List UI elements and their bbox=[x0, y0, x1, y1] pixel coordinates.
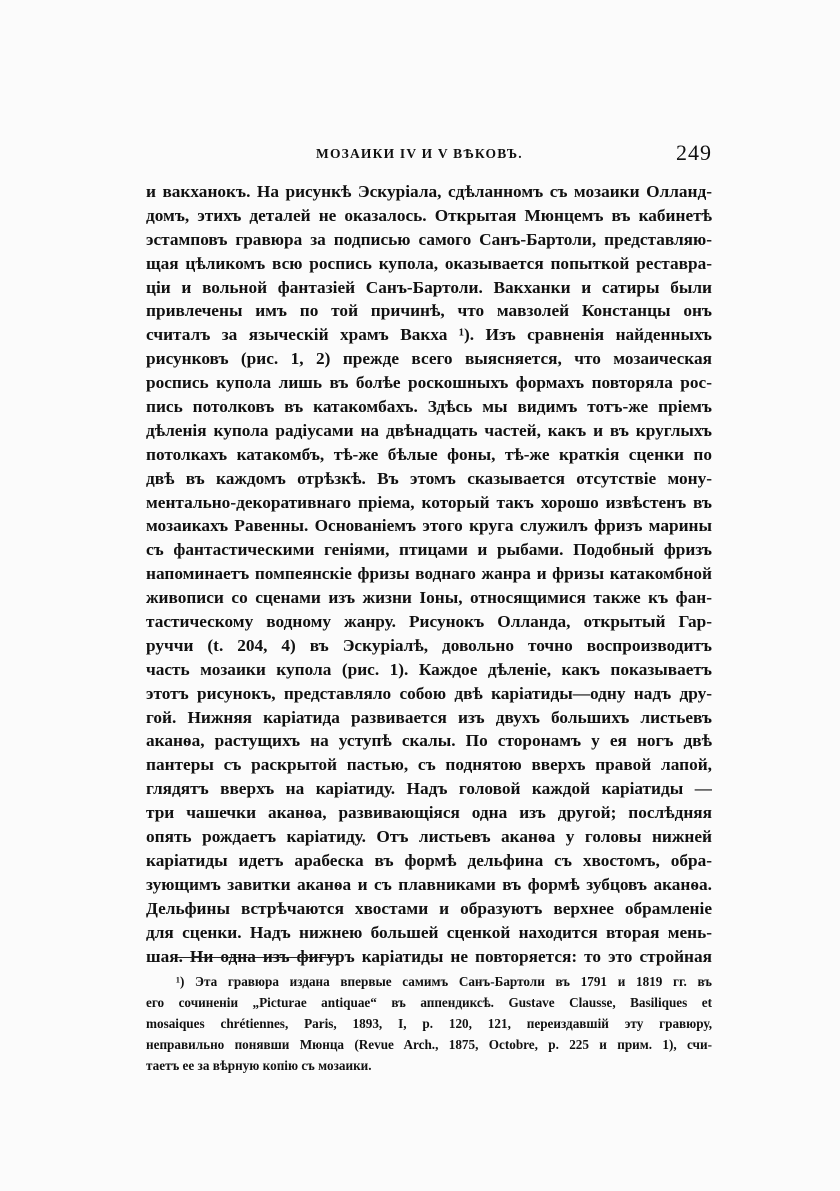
text-line: Дельфины встрѣчаются хвостами и образуютъ верхнее обрамленіе bbox=[146, 898, 712, 918]
text-line: три чашечки аканѳа, развивающіяся одна изъ другой; послѣдняя bbox=[146, 803, 712, 823]
text-line: гой. Нижняя каріатида развивается изъ двухъ большихъ листьевъ bbox=[146, 707, 712, 727]
page-number: 249 bbox=[676, 140, 712, 165]
text-line: и вакханокъ. На рисункѣ Эскуріала, сдѣланномъ съ мозаики Олланд- bbox=[146, 182, 712, 201]
text-line: часть мозаики купола (рис. 1). Каждое дѣленіе, какъ показываетъ bbox=[146, 659, 712, 679]
text-line: ментально-декоративнаго пріема, который такъ хорошо извѣстенъ въ bbox=[146, 492, 712, 512]
text-line: аканѳа, растущихъ на уступѣ скалы. По сторонамъ у ея ногъ двѣ bbox=[146, 731, 712, 751]
text-line: эстамповъ гравюра за подписью самого Санъ-Бартоли, представляю- bbox=[146, 229, 712, 249]
text-line: двѣ въ каждомъ отрѣзкѣ. Въ этомъ сказывается отсутствіе мону- bbox=[146, 468, 712, 488]
text-line: дѣленія купола радіусами на двѣнадцать частей, какъ и въ круглыхъ bbox=[146, 420, 712, 440]
text-line: руччи (t. 204, 4) въ Эскуріалѣ, довольно точно воспроизводитъ bbox=[146, 635, 712, 655]
text-line: для сценки. Надъ нижнею большей сценкой находится вторая мень- bbox=[146, 922, 712, 942]
text-line: живописи со сценами изъ жизни Іоны, относящимися также къ фан- bbox=[146, 588, 712, 608]
footnotes bbox=[146, 971, 712, 1076]
text-line: опять рождаетъ каріатиду. Отъ листьевъ аканѳа у головы нижней bbox=[146, 827, 712, 847]
text-line: пись потолковъ въ катакомбахъ. Здѣсь мы видимъ тотъ-же пріемъ bbox=[146, 397, 712, 417]
footnote-line: неправильно понявши Мюнца (Revue Arch., 1875, Octobre, p. 225 и прим. 1), счи- bbox=[146, 1037, 712, 1052]
text-line: домъ, этихъ деталей не оказалось. Открытая Мюнцемъ въ кабинетѣ bbox=[146, 205, 712, 225]
text-line: привлечены имъ по той причинѣ, что мавзолей Констанцы онъ bbox=[146, 301, 712, 321]
footnote-line: таетъ ее за вѣрную копію съ мозаики. bbox=[146, 1058, 372, 1073]
footnote-line: ¹) Эта гравюра издана впервые самимъ Санъ-Бартоли въ 1791 и 1819 гг. въ bbox=[176, 974, 712, 989]
running-title: МОЗАИКИ IV И V ВѢКОВЪ. bbox=[316, 146, 523, 161]
text-line: каріатиды идетъ арабеска въ формѣ дельфина съ хвостомъ, обра- bbox=[146, 850, 712, 870]
text-line: щая цѣликомъ всю роспись купола, оказывается попыткой реставра- bbox=[146, 253, 712, 273]
text-line: напоминаетъ помпеянскіе фризы воднаго жанра и фризы катакомбной bbox=[146, 564, 712, 584]
footnote-line: его сочиненіи „Picturae antiquae“ въ аппендиксѣ. Gustave Clausse, Basiliques et bbox=[146, 995, 712, 1010]
page-header bbox=[146, 142, 712, 170]
text-line: зующимъ завитки аканѳа и съ плавниками въ формѣ зубцовъ аканѳа. bbox=[146, 874, 712, 894]
text-line: ціи и вольной фантазіей Санъ-Бартоли. Вакханки и сатиры были bbox=[146, 277, 712, 297]
text-line: тастическому водному жанру. Рисунокъ Олланда, открытый Гар- bbox=[146, 612, 712, 632]
main-text bbox=[146, 180, 712, 968]
text-line: шая. Ни одна изъ фигуръ каріатиды не повторяется: то это стройная bbox=[146, 946, 712, 966]
text-line: роспись купола лишь въ болѣе роскошныхъ формахъ повторяла рос- bbox=[146, 373, 712, 393]
text-line: рисунковъ (рис. 1, 2) прежде всего выясняется, что мозаическая bbox=[146, 349, 712, 369]
text-line: этотъ рисунокъ, представляло собою двѣ каріатиды—одну надъ дру- bbox=[146, 683, 712, 703]
footnote-divider bbox=[176, 957, 336, 958]
text-line: глядятъ вверхъ на каріатиду. Надъ головой каждой каріатиды — bbox=[146, 779, 712, 799]
footnote-line: mosaiques chrétiennes, Paris, 1893, I, p. 120, 121, переиздавшій эту гравюру, bbox=[146, 1016, 712, 1031]
text-line: пантеры съ раскрытой пастью, съ поднятою вверхъ правой лапой, bbox=[146, 755, 712, 775]
text-line: потолкахъ катакомбъ, тѣ-же бѣлые фоны, тѣ-же краткія сценки по bbox=[146, 444, 712, 464]
text-line: мозаикахъ Равенны. Основаніемъ этого круга служилъ фризъ марины bbox=[146, 516, 712, 536]
text-line: считалъ за языческій храмъ Вакха ¹). Изъ сравненія найденныхъ bbox=[146, 325, 712, 345]
text-line: съ фантастическими геніями, птицами и рыбами. Подобный фризъ bbox=[146, 540, 712, 560]
